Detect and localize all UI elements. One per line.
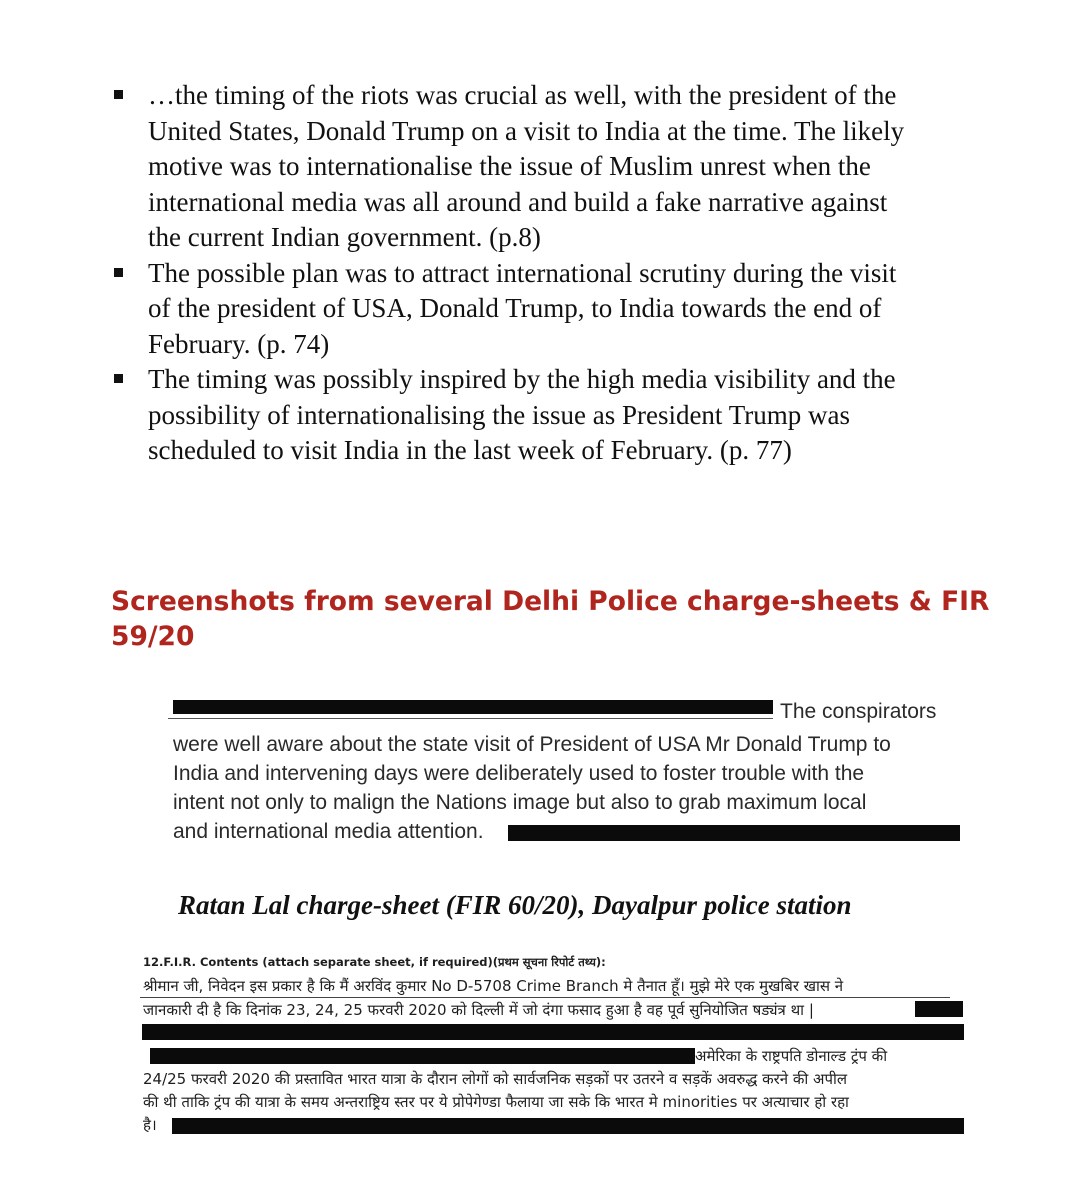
quote-bullet-list (112, 78, 1032, 469)
fir-line: की थी ताकि ट्रंप की यात्रा के समय अन्तराष्ट्रिय स्तर पर ये प्रोपेगेण्डा फैलाया जा सके कि भारत मे minorities पर अत्याचार हो रहा (143, 1093, 849, 1111)
excerpt-line: were well aware about the state visit of President of USA Mr Donald Trump to (173, 733, 891, 756)
bullet-item (112, 362, 1032, 469)
excerpt-line: and international media attention. (173, 820, 484, 843)
redaction-bar (142, 1024, 964, 1040)
square-bullet-icon (114, 268, 123, 277)
fir-header: 12.F.I.R. Contents (attach separate sheet, if required)(प्रथम सूचना रिपोर्ट तथ्य): (143, 955, 606, 969)
chargesheet-excerpt-scan (168, 692, 968, 852)
redaction-bar (173, 700, 773, 714)
fir-line: जानकारी दी है कि दिनांक 23, 24, 25 फरवरी 2020 को दिल्ली में जो दंगा फसाद हुआ है वह पूर्व सुनियोजित षड्यंत्र था | (143, 1001, 814, 1019)
excerpt-line: The conspirators (780, 700, 937, 723)
bullet-line: The timing was possibly inspired by the high media visibility and the (148, 364, 896, 394)
square-bullet-icon (114, 374, 123, 383)
bullet-line: United States, Donald Trump on a visit to India at the time. The likely (148, 115, 905, 146)
bullet-line: international media was all around and build a fake narrative against (148, 186, 888, 217)
bullet-line: The possible plan was to attract international scrutiny during the visit (148, 257, 897, 288)
section-heading-line: 59/20 (111, 621, 195, 652)
redaction-bar (508, 825, 960, 841)
bullet-line: the current Indian government. (p.8) (148, 222, 541, 252)
redaction-bar (150, 1048, 695, 1064)
redaction-bar (915, 1001, 963, 1017)
section-heading-line: Screenshots from several Delhi Police charge-sheets & FIR (111, 586, 990, 617)
fir-line: 24/25 फरवरी 2020 की प्रस्तावित भारत यात्रा के दौरान लोगों को सार्वजनिक सड़कों पर उतरने व सड़कें अवरुद्ध करने की अपील (143, 1070, 848, 1088)
square-bullet-icon (114, 90, 123, 99)
fir-line: अमेरिका के राष्ट्रपति डोनाल्ड ट्रंप की (695, 1047, 888, 1065)
bullet-item (112, 78, 1032, 256)
bullet-line: of the president of USA, Donald Trump, to India towards the end of (148, 293, 882, 323)
bullet-item (112, 256, 1032, 363)
section-heading (111, 584, 1011, 654)
bullet-line: …the timing of the riots was crucial as well, with the president of the (148, 80, 897, 110)
redaction-bar (172, 1118, 964, 1134)
fir-excerpt-scan (140, 950, 975, 1140)
bullet-line: scheduled to visit India in the last week of February. (p. 77) (148, 435, 792, 465)
excerpt-caption: Ratan Lal charge-sheet (FIR 60/20), Dayalpur police station (178, 890, 852, 920)
fir-line: श्रीमान जी, निवेदन इस प्रकार है कि मैं अरविंद कुमार No D-5708 Crime Branch मे तैनात हूँ। मुझे मेरे एक मुखबिर खास ने (143, 977, 844, 995)
fir-line: है। (143, 1116, 157, 1134)
scan-rule (168, 718, 773, 719)
bullet-line: possibility of internationalising the issue as President Trump was (148, 399, 850, 430)
bullet-line: motive was to internationalise the issue of Muslim unrest when the (148, 151, 871, 181)
excerpt-line: India and intervening days were deliberately used to foster trouble with the (173, 762, 865, 785)
bullet-line: February. (p. 74) (148, 328, 330, 359)
excerpt-line: intent not only to malign the Nations image but also to grab maximum local (173, 791, 867, 814)
scan-rule (140, 997, 950, 998)
